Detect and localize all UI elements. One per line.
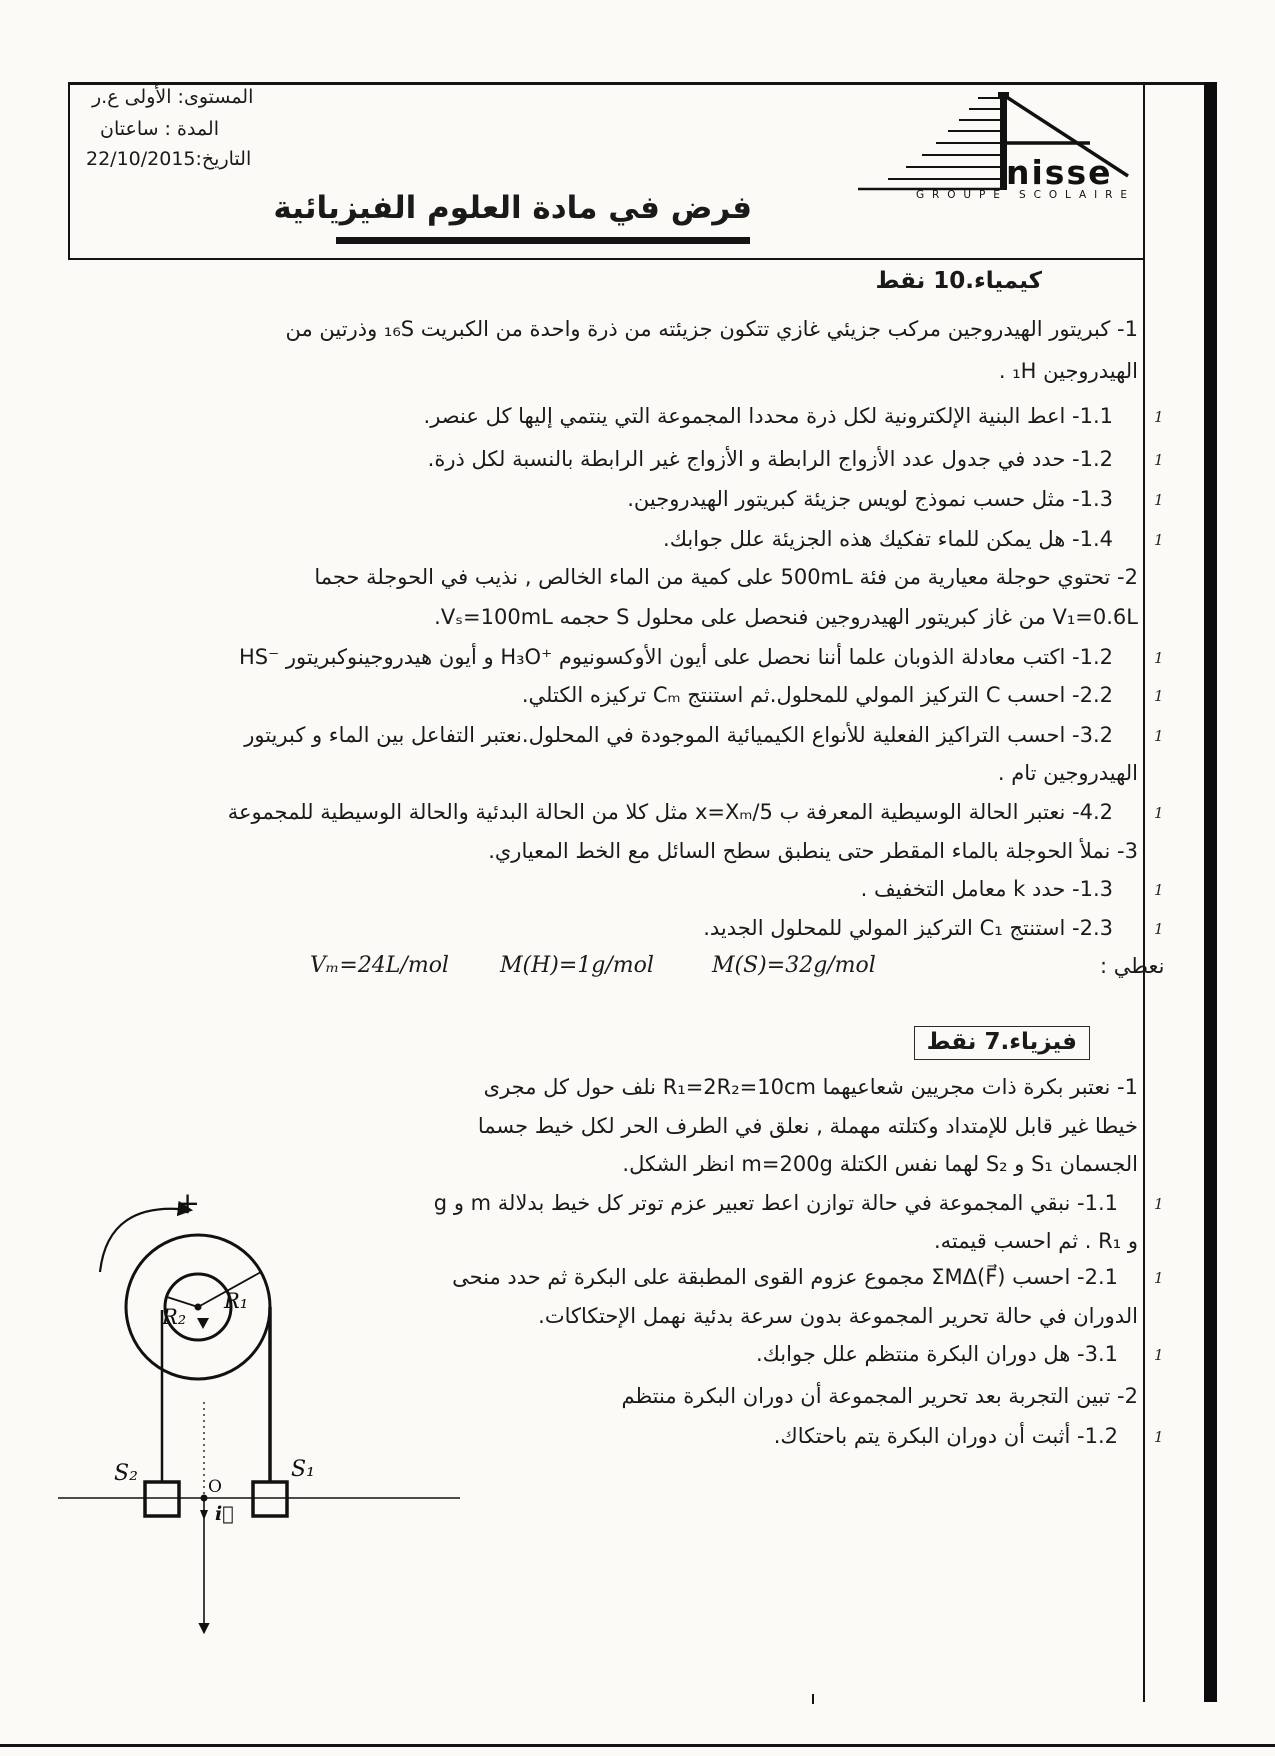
grading-column	[1145, 0, 1203, 1756]
chem-q1-1: 1.1- اعط البنية الإلكترونية لكل ذرة محددا المجموعة التي ينتمي إليها كل عنصر.	[423, 404, 1113, 428]
points-mark: 1	[1154, 687, 1164, 705]
points-mark: 1	[1154, 491, 1164, 509]
phys-q1-1-line1: 1.1- نبقي المجموعة في حالة توازن اعط تعبير عزم توتر كل خيط بدلالة m و g	[433, 1191, 1118, 1215]
chem-q2-3-line1: 3.2- احسب التراكيز الفعلية للأنواع الكيميائية الموجودة في المحلول.نعتبر التفاعل بين الماء و كبريتور	[244, 723, 1113, 747]
phys-q1-2-line2: الدوران في حالة تحرير المجموعة بدون سرعة بدئية نهمل الإحتكاكات.	[538, 1304, 1138, 1328]
phys-q2: 2- تبين التجربة بعد تحرير المجموعة أن دوران البكرة منتظم	[621, 1384, 1138, 1408]
page-right-black-bar	[1204, 82, 1217, 1702]
chem-q1-line2: الهيدروجين ₁H .	[998, 359, 1138, 383]
chem-q1-2: 1.2- حدد في جدول عدد الأزواج الرابطة و الأزواج غير الرابطة بالنسبة لكل ذرة.	[427, 447, 1113, 471]
chem-q2-4: 4.2- نعتبر الحالة الوسيطية المعرفة ب x=Xₘ/5 مثل كلا من الحالة البدئية والحالة الوسيطية للمجموعة	[227, 800, 1113, 824]
chem-q3: 3- نملأ الحوجلة بالماء المقطر حتى ينطبق سطح السائل مع الخط المعياري.	[488, 839, 1138, 863]
given-molar-volume: Vₘ=24L/mol	[310, 953, 449, 978]
points-mark: 1	[1154, 920, 1164, 938]
section-heading-chemistry: كيمياء.10 نقط	[875, 268, 1042, 294]
points-mark: 1	[1154, 408, 1164, 426]
phys-q1-line2: خيطا غير قابل للإمتداد وكتلته مهملة , نعلق في الطرف الحر لكل خيط جسما	[477, 1114, 1138, 1138]
chem-q2-1: 1.2- اكتب معادلة الذوبان علما أننا نحصل على أيون الأوكسونيوم H₃O⁺‎ و أيون هيدروجينوكبريتور HS⁻‎	[239, 645, 1113, 669]
date-label: التاريخ:22/10/2015	[86, 148, 252, 170]
scan-artifact-tick	[812, 1694, 814, 1704]
points-mark: 1	[1154, 1428, 1164, 1446]
chem-q2-line1: 2- تحتوي حوجلة معيارية من فئة 500mL على كمية من الماء الخالص , نذيب في الحوجلة حجما	[314, 565, 1138, 589]
unit-vector-label: i⃗	[215, 1503, 234, 1525]
logo-subtitle: GROUPE SCOLAIRE	[916, 189, 1132, 201]
mass-s1-box	[253, 1482, 287, 1516]
unit-vector-arrowhead	[200, 1510, 208, 1520]
radius-r1-label: R₁	[224, 1289, 249, 1313]
phys-q1-line1: 1- نعتبر بكرة ذات مجريين شعاعيهما R₁=2R₂=10cm نلف حول كل مجرى	[483, 1075, 1138, 1099]
chem-q1-line1: 1- كبريتور الهيدروجين مركب جزيئي غازي تتكون جزيئته من ذرة واحدة من الكبريت ₁₆S وذرتين من	[285, 317, 1138, 341]
section-heading-physics: فيزياء.7 نقط	[914, 1026, 1090, 1060]
chem-q2-3-line2: الهيدروجين تام .	[997, 761, 1138, 785]
phys-q2-1: 1.2- أثبت أن دوران البكرة يتم باحتكاك.	[773, 1424, 1118, 1448]
phys-q1-line3: الجسمان S₁ و S₂ لهما نفس الكتلة m=200g انظر الشكل.	[622, 1152, 1138, 1176]
points-mark: 1	[1154, 1195, 1164, 1213]
mass-s2-box	[145, 1482, 179, 1516]
chem-q2-2: 2.2- احسب C التركيز المولي للمحلول.ثم استنتج Cₘ تركيزه الكتلي.	[521, 683, 1113, 707]
radius-r2-label: R₂	[162, 1305, 187, 1329]
rotation-axis-marker	[197, 1318, 209, 1329]
exam-title: فرض في مادة العلوم الفيزيائية	[273, 190, 752, 226]
mass-s1-label: S₁	[291, 1457, 315, 1482]
points-mark: 1	[1154, 1346, 1164, 1364]
chem-q3-1: 1.3- حدد k معامل التخفيف .	[860, 877, 1113, 901]
chem-q3-2: 2.3- استنتج C₁ التركيز المولي للمحلول الجديد.	[703, 916, 1113, 940]
page-bottom-rule	[0, 1744, 1275, 1747]
mass-s2-label: S₂	[114, 1461, 138, 1486]
pulley-figure	[58, 1050, 478, 1710]
givens-label: نعطي :	[1100, 954, 1165, 978]
points-mark: 1	[1154, 727, 1164, 745]
chem-q1-4: 1.4- هل يمكن للماء تفكيك هذه الجزيئة علل جوابك.	[663, 527, 1113, 551]
points-mark: 1	[1154, 1269, 1164, 1287]
positive-direction-sign: +	[175, 1186, 201, 1221]
points-mark: 1	[1154, 451, 1164, 469]
phys-q1-2-line1: 2.1- احسب ΣMΔ(F⃗)‎ مجموع عزوم القوى المطبقة على البكرة ثم حدد منحى	[452, 1265, 1118, 1289]
phys-q1-1-line2: و R₁ . ثم احسب قيمته.	[934, 1229, 1138, 1253]
points-mark: 1	[1154, 649, 1164, 667]
phys-q1-3: 3.1- هل دوران البكرة منتظم علل جوابك.	[755, 1342, 1118, 1366]
given-molar-mass-s: M(S)=32g/mol	[712, 953, 876, 978]
duration-label: المدة : ساعتان	[100, 118, 219, 140]
chem-q1-3: 1.3- مثل حسب نموذج لويس جزيئة كبريتور الهيدروجين.	[627, 487, 1113, 511]
points-mark: 1	[1154, 531, 1164, 549]
points-mark: 1	[1154, 804, 1164, 822]
given-molar-mass-h: M(H)=1g/mol	[500, 953, 654, 978]
origin-label: O	[208, 1477, 222, 1497]
level-label: المستوى: الأولى ع.ر	[92, 86, 254, 108]
points-mark: 1	[1154, 881, 1164, 899]
chem-q2-line2: V₁=0.6L من غاز كبريتور الهيدروجين فنحصل على محلول S حجمه Vₛ=100mL.	[434, 605, 1138, 629]
logo-name: nisse	[1006, 153, 1113, 192]
